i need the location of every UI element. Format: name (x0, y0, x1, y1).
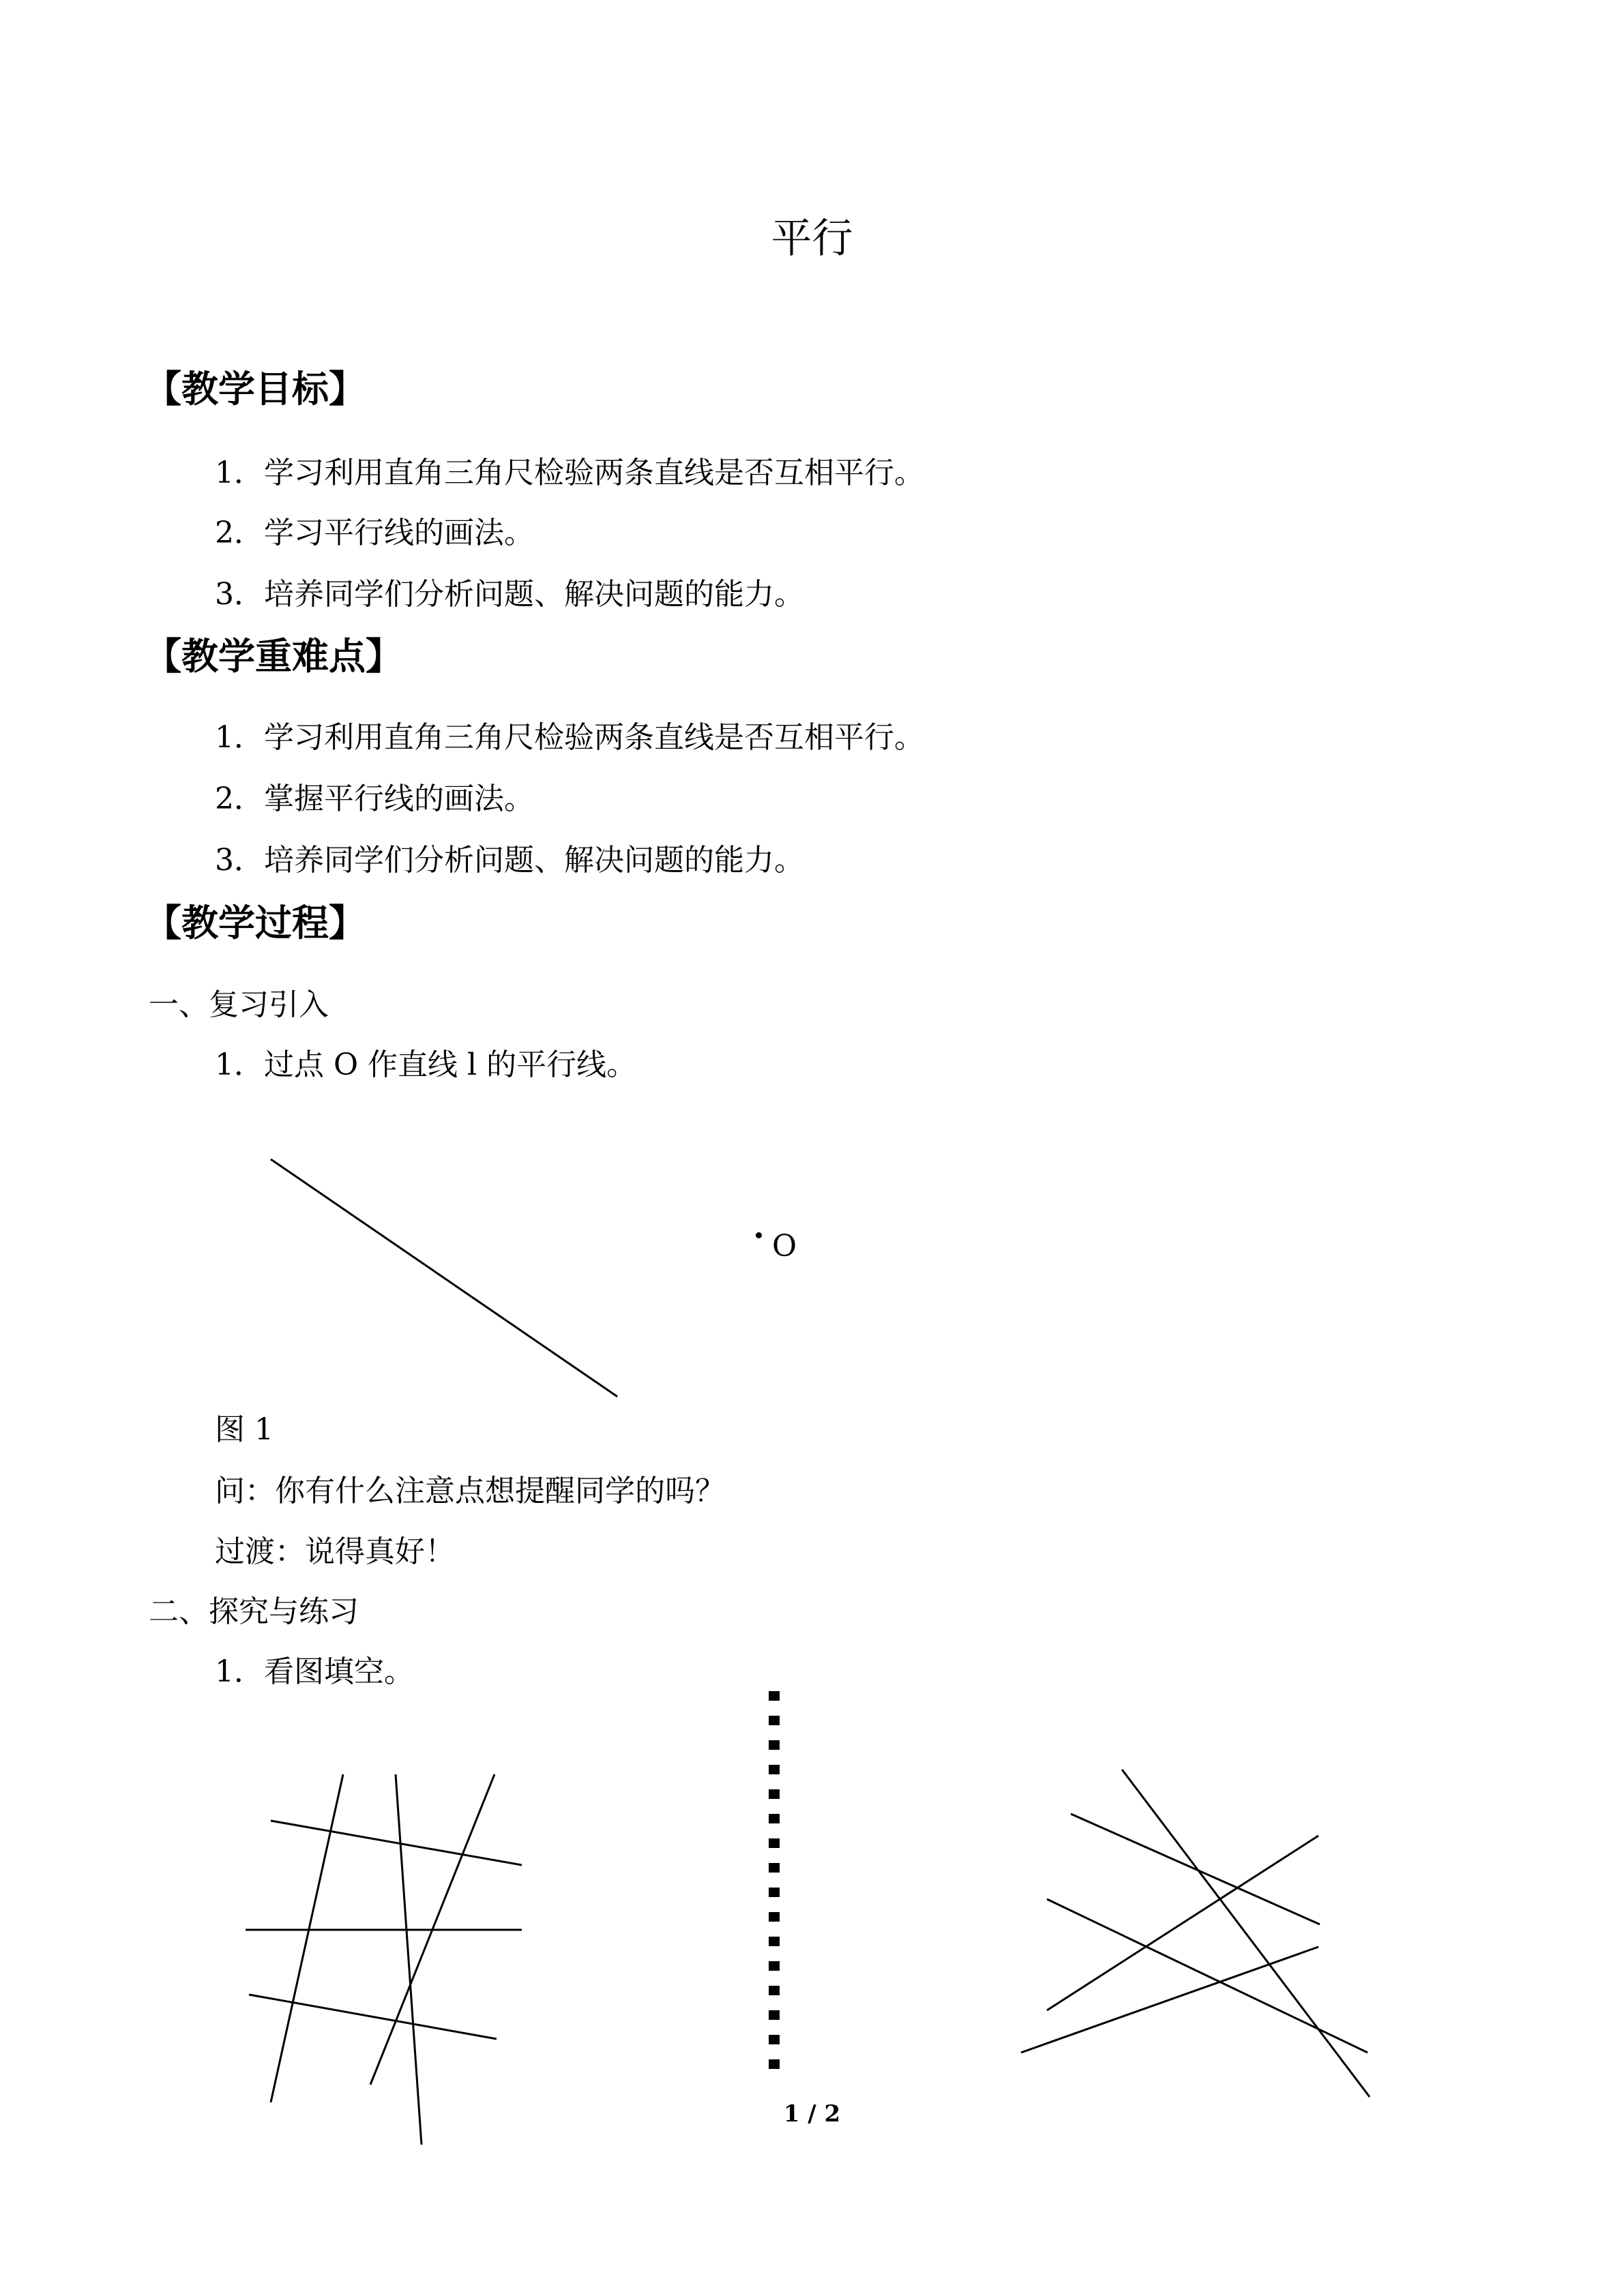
figure-caption: 图 1 (215, 1412, 274, 1447)
part-heading: 一、复习引入 (149, 987, 329, 1022)
part-heading: 二、探究与练习 (149, 1594, 359, 1629)
section-heading-process: 【教学过程】 (145, 901, 366, 944)
objective-item: 2．学习平行线的画法。 (215, 516, 534, 550)
key-point-item: 1．学习利用直角三角尺检验两条直线是否互相平行。 (215, 720, 924, 755)
crossing-line (1047, 1899, 1368, 2053)
question-text: 问：你有什么注意点想提醒同学的吗？ (215, 1474, 725, 1508)
figure-grid-lines (246, 1774, 522, 2145)
key-point-item: 2．掌握平行线的画法。 (215, 781, 534, 816)
line-l (271, 1159, 617, 1397)
figure-crossing-lines (1021, 1770, 1370, 2097)
objective-item: 3．培养同学们分析问题、解决问题的能力。 (215, 577, 804, 612)
transition-text: 过渡：说得真好！ (215, 1534, 455, 1569)
grid-line (271, 1821, 522, 1865)
key-point-item: 3．培养同学们分析问题、解决问题的能力。 (215, 843, 804, 878)
page-title: 平行 (771, 215, 853, 263)
crossing-line (1071, 1814, 1320, 1924)
point-o-label: O (772, 1229, 797, 1264)
objective-item: 1．学习利用直角三角尺检验两条直线是否互相平行。 (215, 456, 924, 490)
crossing-line (1021, 1947, 1318, 2053)
exercise-item: 1．看图填空。 (215, 1654, 414, 1689)
grid-line (396, 1774, 422, 2145)
section-heading-objectives: 【教学目标】 (145, 367, 366, 411)
page-number: 1 / 2 (783, 2100, 841, 2128)
crossing-line (1047, 1836, 1318, 2010)
exercise-item: 1．过点 O 作直线 l 的平行线。 (215, 1047, 637, 1082)
crossing-line (1122, 1770, 1370, 2097)
section-heading-key-points: 【教学重难点】 (145, 634, 402, 678)
